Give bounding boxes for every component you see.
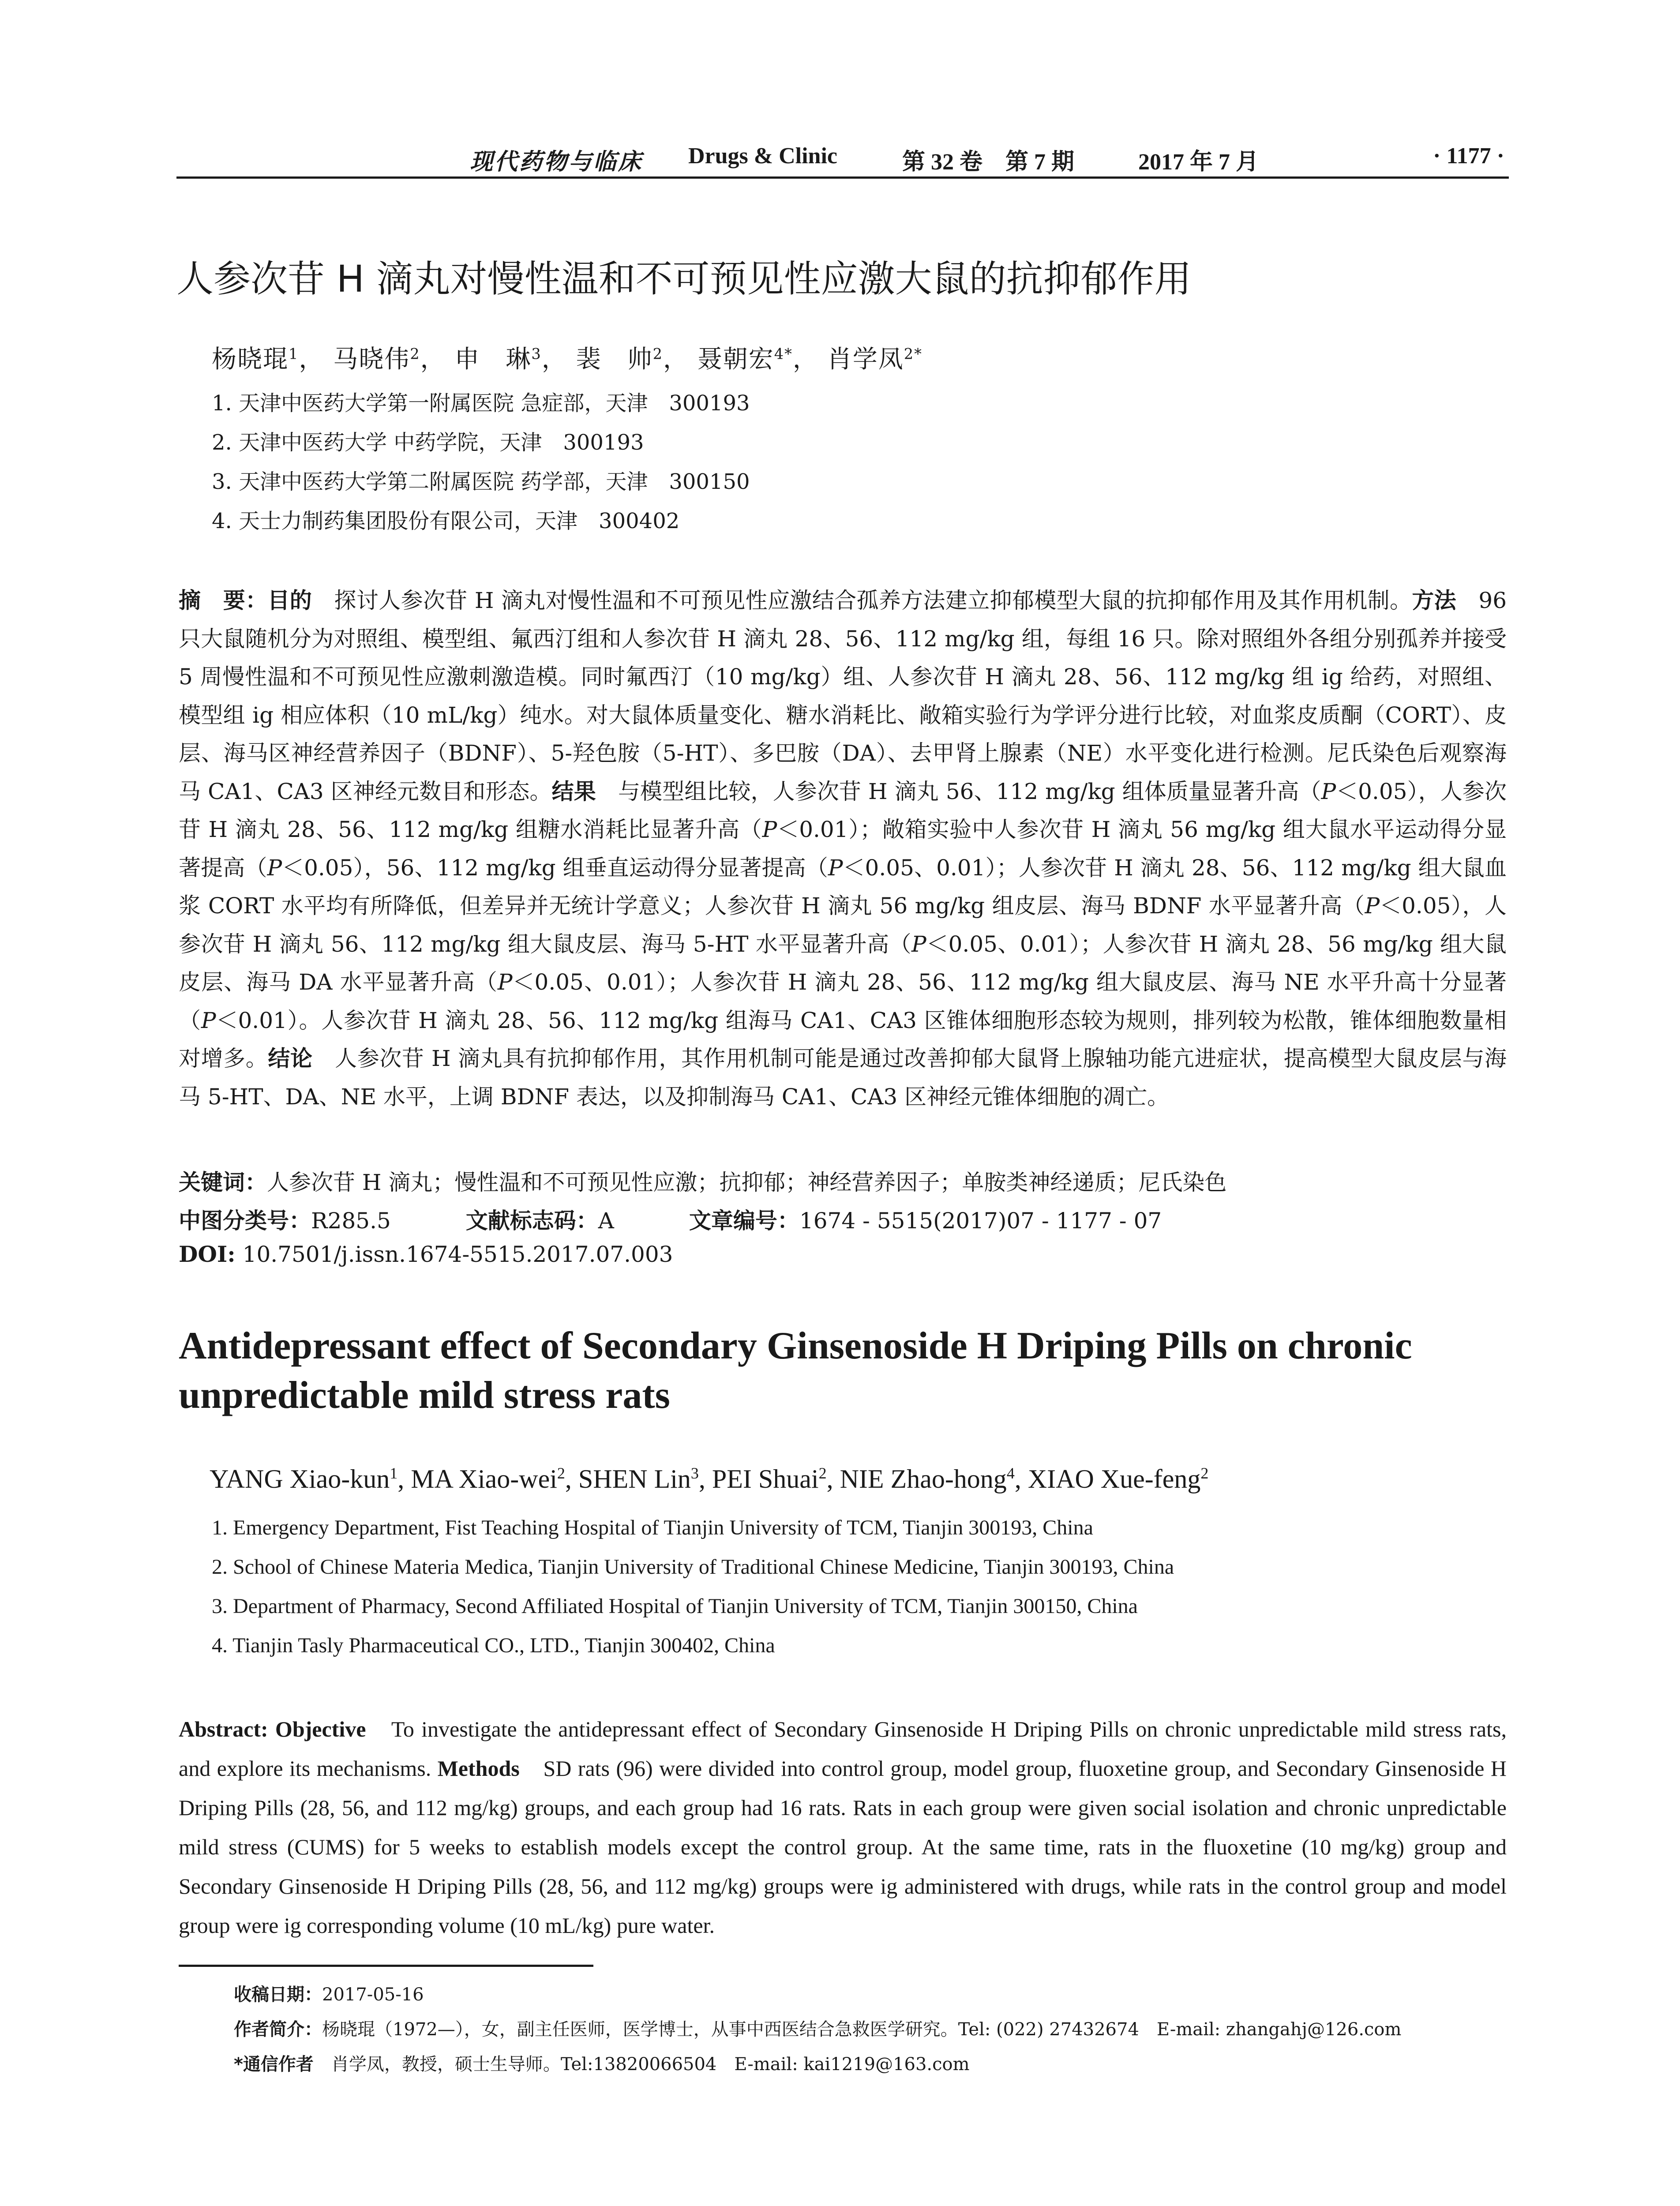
author-affil-mark: 2 bbox=[652, 345, 663, 363]
footnote-label: *通信作者 bbox=[234, 2054, 314, 2075]
article-no-label: 文章编号： bbox=[689, 1208, 799, 1234]
footnote-corresponding bbox=[234, 2047, 1401, 2082]
journal-name-cn: 现代药物与临床 bbox=[470, 150, 643, 175]
author-name: 裴 帅 bbox=[576, 345, 653, 374]
footnote-label: 收稿日期： bbox=[234, 1985, 322, 2005]
author-separator: , bbox=[826, 1464, 840, 1493]
results-text: ＜0.05），人参次苷 H 滴丸 56、112 mg/kg 组大鼠皮层、海马 5-HT 水平显著升高（ bbox=[179, 893, 1507, 957]
author-name: 聂朝宏 bbox=[697, 345, 774, 374]
results-label: 结果 bbox=[551, 778, 596, 804]
author-affil-mark: 1 bbox=[289, 345, 299, 363]
clc-value: R285.5 bbox=[311, 1208, 391, 1234]
volume-issue: 第 32 卷 第 7 期 bbox=[902, 150, 1075, 175]
p-value-symbol: P bbox=[267, 855, 282, 881]
author-affil-mark: 4 bbox=[1006, 1464, 1015, 1482]
methods-label: Methods bbox=[437, 1756, 520, 1781]
author-affil-mark: 4* bbox=[774, 345, 793, 363]
results-text: ＜0.01）。人参次苷 H 滴丸 28、56、112 mg/kg 组海马 CA1、CA3 区锥体细胞形态较为规则，排列较为松散，锥体细胞数量相对增多。 bbox=[179, 1007, 1507, 1071]
results-text: 与模型组比较，人参次苷 H 滴丸 56、112 mg/kg 组体质量显著升高（ bbox=[596, 778, 1321, 804]
article-title-en: Antidepressant effect of Secondary Ginsenoside H Driping Pills on chronic unpredictable mild stress rats bbox=[179, 1324, 1412, 1417]
methods-text: 96 只大鼠随机分为对照组、模型组、氟西汀组和人参次苷 H 滴丸 28、56、112 mg/kg 组，每组 16 只。除对照组外各组分别孤养并接受 5 周慢性温和不可预见性应激刺激造模。同时氟西汀（10 mg/kg）组、人参次苷 H 滴丸 28、56、112 mg/kg 组 ig 给药，对照组、模型组 ig 相应体积（10 mL/kg）纯水。对大鼠体质量变化、糖水消耗比、敞箱实验行为学评分进行比较，对血浆皮质酮（CORT）、皮层、海马区神经营养因子（BDNF）、5-羟色胺（5-HT）、多巴胺（DA）、去甲肾上腺素（NE）水平变化进行检测。尼氏染色后观察海马 CA1、CA3 区神经元数目和形态。 bbox=[179, 588, 1507, 804]
footnote-label: 作者简介： bbox=[234, 2019, 322, 2040]
affiliation-item: 1. 天津中医药大学第一附属医院 急症部，天津 300193 bbox=[212, 391, 750, 416]
author-name: SHEN Lin bbox=[578, 1464, 691, 1493]
results-text: ＜0.01）；敞箱实验中人参次苷 H 滴丸 56 mg/kg 组大鼠水平运动得分显著提高（ bbox=[179, 817, 1507, 881]
author-separator: , bbox=[565, 1464, 578, 1493]
affiliation-list-en bbox=[212, 1508, 1174, 1665]
author-affil-mark: 2 bbox=[1200, 1464, 1209, 1482]
p-value-symbol: P bbox=[911, 931, 926, 957]
author-separator: ， bbox=[792, 345, 818, 374]
footnote-text: 肖学凤，教授，硕士生导师。Tel:13820066504 E-mail: kai1219@163.com bbox=[313, 2054, 970, 2075]
keywords-label: 关键词： bbox=[179, 1170, 267, 1195]
author-separator: ， bbox=[299, 345, 325, 374]
objective-label: 目的 bbox=[267, 588, 312, 613]
doccode-value: A bbox=[598, 1208, 614, 1234]
keywords-text: 人参次苷 H 滴丸；慢性温和不可预见性应激；抗抑郁；神经营养因子；单胺类神经递质；尼氏染色 bbox=[267, 1170, 1227, 1195]
author-name: NIE Zhao-hong bbox=[840, 1464, 1007, 1493]
author-name: PEI Shuai bbox=[712, 1464, 819, 1493]
doi-value: 10.7501/j.issn.1674-5515.2017.07.003 bbox=[235, 1242, 673, 1267]
author-name: 杨晓琨 bbox=[212, 345, 289, 374]
abstract-label: 摘 要： bbox=[179, 588, 268, 613]
footnote-author-bio bbox=[234, 2012, 1401, 2047]
objective-text: 探讨人参次苷 H 滴丸对慢性温和不可预见性应激结合孤养方法建立抑郁模型大鼠的抗抑郁作用及其作用机制。 bbox=[312, 588, 1412, 613]
author-name: 申 琳 bbox=[454, 345, 532, 374]
author-name: 肖学凤 bbox=[827, 345, 904, 374]
results-text: ＜0.05、0.01）；人参次苷 H 滴丸 28、56、112 mg/kg 组大鼠皮层、海马 NE 水平升高十分显著（ bbox=[179, 969, 1507, 1033]
p-value-symbol: P bbox=[201, 1007, 216, 1033]
author-affil-mark: 2 bbox=[410, 345, 420, 363]
abstract-objective-label: Abstract: Objective bbox=[179, 1717, 366, 1741]
affiliation-item: 2. School of Chinese Materia Medica, Tianjin University of Traditional Chinese Medicine, Tianjin 300193, China bbox=[212, 1555, 1174, 1579]
author-affil-mark: 3 bbox=[690, 1464, 699, 1482]
affiliation-item: 3. Department of Pharmacy, Second Affiliated Hospital of Tianjin University of TCM, Tianjin 300150, China bbox=[212, 1594, 1138, 1618]
footnote-received bbox=[234, 1977, 1401, 2012]
results-text: ＜0.05、0.01）；人参次苷 H 滴丸 28、56、112 mg/kg 组大鼠血浆 CORT 水平均有所降低，但差异并无统计学意义；人参次苷 H 滴丸 56 mg/kg 组皮层、海马 BDNF 水平显著升高（ bbox=[179, 855, 1507, 919]
author-separator: , bbox=[698, 1464, 712, 1493]
affiliation-item: 1. Emergency Department, Fist Teaching Hospital of Tianjin University of TCM, Tianjin 300193, China bbox=[212, 1516, 1093, 1539]
conclusion-text: 人参次苷 H 滴丸具有抗抑郁作用，其作用机制可能是通过改善抑郁大鼠肾上腺轴功能亢进症状，提高模型大鼠皮层与海马 5-HT、DA、NE 水平，上调 BDNF 表达，以及抑制海马 CA1、CA3 区神经元锥体细胞的凋亡。 bbox=[179, 1046, 1507, 1110]
affiliation-item: 4. Tianjin Tasly Pharmaceutical CO., LTD., Tianjin 300402, China bbox=[212, 1634, 775, 1657]
p-value-symbol: P bbox=[1365, 893, 1380, 919]
issue-date: 2017 年 7 月 bbox=[1138, 150, 1259, 175]
p-value-symbol: P bbox=[497, 969, 513, 995]
affiliation-item: 2. 天津中医药大学 中药学院，天津 300193 bbox=[212, 430, 644, 455]
author-separator: , bbox=[1014, 1464, 1028, 1493]
author-affil-mark: 2 bbox=[557, 1464, 565, 1482]
article-no-value: 1674 - 5515(2017)07 - 1177 - 07 bbox=[799, 1208, 1162, 1234]
p-value-symbol: P bbox=[762, 817, 777, 842]
author-separator: ， bbox=[663, 345, 689, 374]
results-text: ＜0.05、0.01）；人参次苷 H 滴丸 28、56 mg/kg 组大鼠皮层、海马 DA 水平显著升高（ bbox=[179, 931, 1507, 995]
author-affil-mark: 2 bbox=[818, 1464, 827, 1482]
footnote-text: 杨晓琨（1972—），女，副主任医师，医学博士，从事中西医结合急救医学研究。Tel: (022) 27432674 E-mail: zhangahj@126.com bbox=[322, 2019, 1402, 2040]
author-name: XIAO Xue-feng bbox=[1028, 1464, 1201, 1493]
doi-label: DOI: bbox=[179, 1241, 236, 1267]
methods-text: SD rats (96) were divided into control group, model group, fluoxetine group, and Secondary Ginsenoside H Driping Pills (28, 56, and 112 mg/kg) groups, and each group had 16 rats. Rats in each group were given social isolation and chronic unpredictable mild stress (CUMS) for 5 weeks to establish models except the control group. At the same time, rats in the fluoxetine (10 mg/kg) group and Secondary Ginsenoside H Driping Pills (28, 56, and 112 mg/kg) groups were ig administered with drugs, while rats in the control group and model group were ig corresponding volume (10 mL/kg) pure water. bbox=[179, 1756, 1507, 1938]
footnote-text: 2017-05-16 bbox=[322, 1985, 424, 2005]
methods-label: 方法 bbox=[1412, 588, 1457, 613]
affiliation-list-cn bbox=[212, 384, 750, 541]
conclusion-label: 结论 bbox=[268, 1046, 313, 1071]
article-title-cn: 人参次苷 H 滴丸对慢性温和不可预见性应激大鼠的抗抑郁作用 bbox=[176, 257, 1192, 300]
author-affil-mark: 3 bbox=[531, 345, 542, 363]
clc-label: 中图分类号： bbox=[179, 1208, 311, 1234]
author-affil-mark: 1 bbox=[390, 1464, 398, 1482]
results-text: ＜0.05），人参次苷 H 滴丸 28、56、112 mg/kg 组糖水消耗比显著升高（ bbox=[179, 778, 1507, 842]
results-text: ＜0.05），56、112 mg/kg 组垂直运动得分显著提高（ bbox=[282, 855, 828, 881]
p-value-symbol: P bbox=[828, 855, 843, 881]
affiliation-item: 4. 天士力制药集团股份有限公司，天津 300402 bbox=[212, 509, 680, 533]
affiliation-item: 3. 天津中医药大学第二附属医院 药学部，天津 300150 bbox=[212, 469, 750, 494]
footnote-divider bbox=[179, 1965, 593, 1967]
abstract-cn bbox=[179, 582, 1507, 1116]
doi-line bbox=[179, 1241, 673, 1267]
author-name: MA Xiao-wei bbox=[411, 1464, 557, 1493]
author-separator: ， bbox=[541, 345, 567, 374]
p-value-symbol: P bbox=[1321, 778, 1336, 804]
classification-line bbox=[179, 1203, 1162, 1235]
author-name: YANG Xiao-kun bbox=[210, 1464, 390, 1493]
author-separator: , bbox=[398, 1464, 411, 1493]
objective-text: To investigate the antidepressant effect of Secondary Ginsenoside H Driping Pills on chronic unpredictable mild stress rats, and explore its mechanisms. bbox=[179, 1717, 1507, 1781]
author-name: 马晓伟 bbox=[333, 345, 410, 374]
footnotes bbox=[234, 1977, 1401, 2082]
keywords-line bbox=[179, 1165, 1226, 1197]
author-separator: ， bbox=[420, 345, 446, 374]
running-header bbox=[176, 141, 1509, 179]
author-affil-mark: 2* bbox=[904, 345, 922, 363]
page-number: · 1177 · bbox=[1433, 143, 1504, 169]
abstract-en bbox=[179, 1710, 1507, 1945]
journal-name-en: Drugs & Clinic bbox=[688, 143, 837, 169]
author-list-cn bbox=[212, 340, 922, 375]
doccode-label: 文献标志码： bbox=[465, 1208, 598, 1234]
author-list-en bbox=[210, 1464, 1208, 1494]
